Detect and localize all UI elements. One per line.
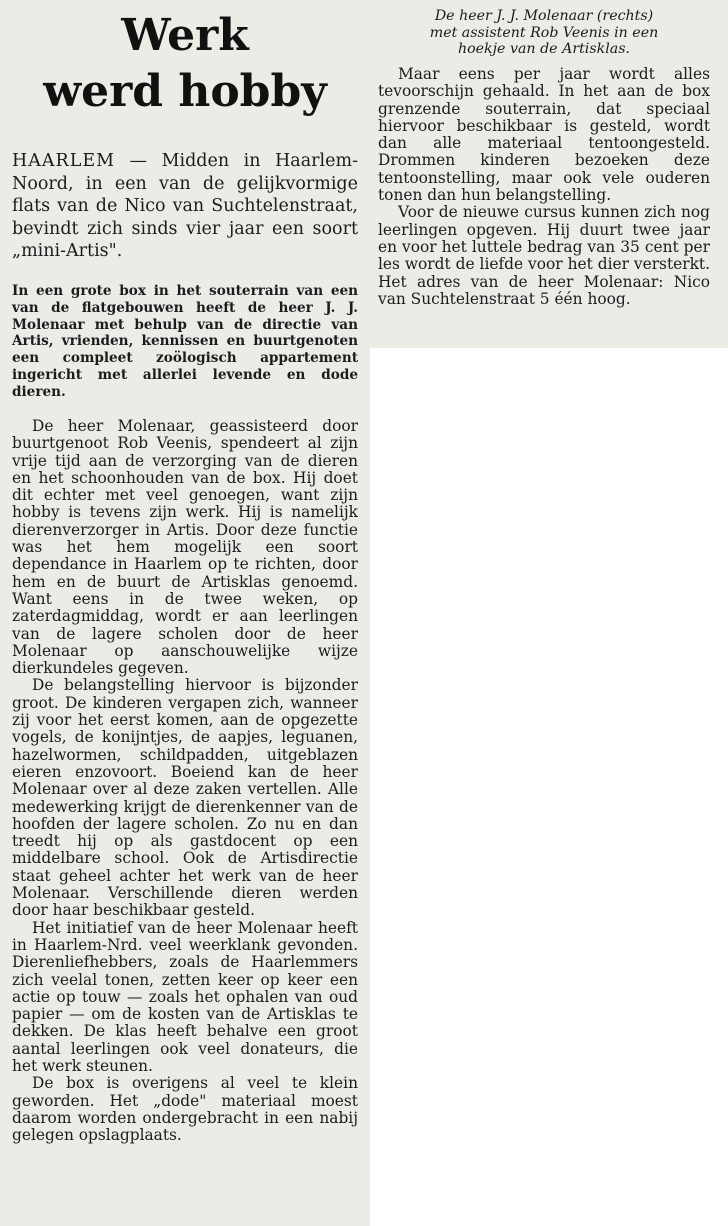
article-body-right [378, 66, 710, 308]
body-paragraph: Voor de nieuwe cursus kunnen zich nog leerlingen opgeven. Hij duurt twee jaar en voor het luttele bedrag van 35 cent per les wordt de liefde voor het dier versterkt. Het adres van de heer Molenaar: Nico van Suchtelenstraat 5 één hoog. [378, 203, 710, 308]
article-body-left [12, 418, 358, 1144]
headline-line-2: werd hobby [43, 66, 327, 117]
photo-caption [378, 8, 710, 58]
body-paragraph: Maar eens per jaar wordt alles tevoorschijn gehaald. In het aan de box grenzende souterrain, dat speciaal hiervoor beschikbaar is gesteld, wordt dan alle materiaal tentoongesteld. Drommen kinderen bezoeken deze tentoonstelling, maar ook vele ouderen tonen dan hun belangstelling. [378, 65, 710, 205]
headline [20, 8, 350, 120]
body-paragraph: Het initiatief van de heer Molenaar heeft in Haarlem-Nrd. veel weerklank gevonden. Dierenliefhebbers, zoals de Haarlemmers zich veelal tonen, zetten keer op keer een actie op touw — zoals het ophalen van oud papier — om de kosten van de Artisklas te dekken. De klas heeft behalve een groot aantal leerlingen ook veel donateurs, die het werk steunen. [12, 918, 358, 1075]
caption-line-3: hoekje van de Artisklas. [457, 41, 631, 57]
lead-text: — Midden in Haarlem-Noord, in een van de gelijkvormige flats van de Nico van Suchtelenstraat, bevindt zich sinds vier jaar een soort „mini-Artis". [12, 151, 358, 261]
body-paragraph: De box is overigens al veel te klein geworden. Het „dode" materiaal moest daarom worden ondergebracht in een nabij gelegen opslagplaats. [12, 1074, 358, 1145]
headline-line-1: Werk [121, 10, 249, 61]
body-paragraph: De belangstelling hiervoor is bijzonder groot. De kinderen vergapen zich, wanneer zij voor het eerst komen, aan de opgezette vogels, de konijntjes, de aapjes, leguanen, hazelwormen, schildpadden, uitgeblazen eieren enzovoort. Boeiend kan de heer Molenaar over al deze zaken vertellen. Alle medewerking krijgt de dierenkenner van de hoofden der lagere scholen. Zo nu en dan treedt hij op als gastdocent op een middelbare school. Ook de Artisdirectie staat geheel achter het werk van de heer Molenaar. Verschillende dieren werden door haar beschikbaar gesteld. [12, 676, 358, 920]
dateline: HAARLEM [12, 151, 116, 171]
intro-paragraph: In een grote box in het souterrain van een van de flatgebouwen heeft de heer J. J. Molenaar met behulp van de directie van Artis, vrienden, kennissen en buurtgenoten een compleet zoölogisch appartement ingericht met allerlei levende en dode dieren. [12, 283, 358, 400]
caption-line-2: met assistent Rob Veenis in een [429, 24, 659, 41]
body-paragraph: De heer Molenaar, geassisteerd door buurtgenoot Rob Veenis, spendeert al zijn vrije tijd aan de verzorging van de dieren en het schoonhouden van de box. Hij doet dit echter met veel genoegen, want zijn hobby is tevens zijn werk. Hij is namelijk dierenverzorger in Artis. Door deze functie was het hem mogelijk een soort dependance in Haarlem op te richten, door hem en de buurt de Artisklas genoemd. Want eens in de twee weken, op zaterdagmiddag, wordt er aan leerlingen van de lagere scholen door de heer Molenaar op aanschouwelijke wijze dierkundeles gegeven. [12, 417, 358, 678]
caption-line-1: De heer J. J. Molenaar (rechts) [434, 8, 654, 24]
lead-paragraph [12, 150, 358, 263]
